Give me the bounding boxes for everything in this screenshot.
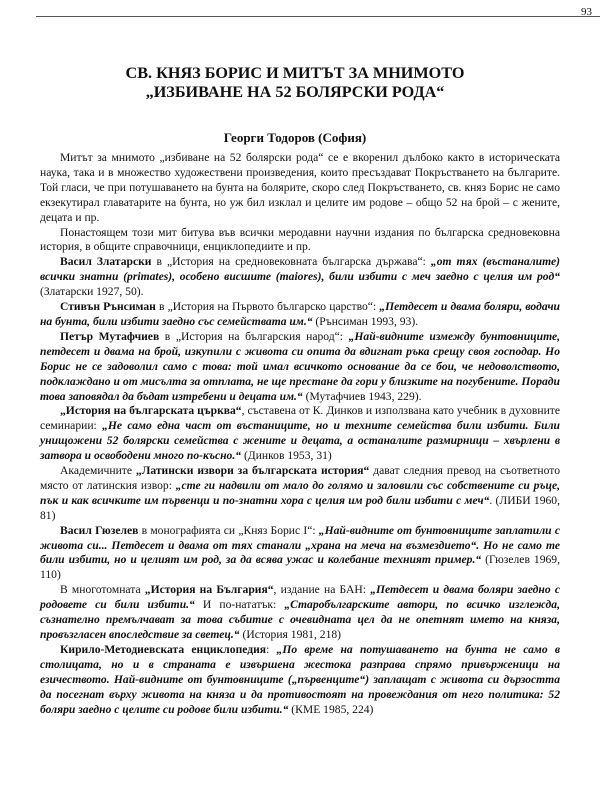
source-name: Кирило-Методиевската енциклопедия: [60, 642, 267, 656]
paragraph: [40, 404, 560, 464]
paragraph-text: (Динков 1953, 31): [241, 449, 332, 463]
author-byline: Георги Тодоров (София): [223, 130, 367, 145]
quotation-text: „от тях (въстаналите) всички знатни (primates), особено висшите (maiores), били избити с меч заедно с целия им род“: [40, 255, 560, 284]
paragraph-text: дават следния превод на съответното място от латинския извор:: [40, 464, 560, 492]
paragraph-text: И по-нататък:: [194, 598, 285, 612]
header-rule: [36, 16, 600, 17]
paragraph-text: , съставена от К. Динков и използвана като учебник в духовните семинарии:: [40, 404, 560, 433]
paragraph-text: Понастоящем този мит битува във всички меродавни научни издания по българска средновековна история, в общите справочници, енциклопедиите и пр.: [40, 225, 560, 254]
page-number: 93: [581, 6, 592, 18]
quotation-text: „Старобългарските автори, по всичко изглежда, съзнателно премълчават за това събитие с очевидната цел да не опетнят името на княза, провъзгласен впоследствие за светец.“: [40, 598, 560, 641]
quotation-text: „сте ги надвили от мало до голямо и заловили със собствените си ръце, пък и как всичките им първенци и по-знатни хора с целия им род били избити с меч“: [40, 478, 560, 507]
paragraph-text: . (ЛИБИ 1960, 81): [40, 493, 560, 522]
paragraph: [40, 226, 560, 256]
paragraph: [40, 300, 560, 330]
title-line-2: „ИЗБИВАНЕ НА 52 БОЛЯРСКИ РОДА“: [145, 83, 445, 101]
quotation-text: „Най-видните от бунтовниците заплатили с живота си... Петдесет и двама от тях станали „храна на меча на възмездието“. Но не само те били избити, но и целият им род, за да всява ужас и колебание техният пример.“: [40, 523, 560, 567]
paragraph-text: (Мутафчиев 1943, 229).: [302, 389, 422, 403]
paragraph: [40, 330, 560, 405]
quotation-text: „По време на потушаването на бунта не само в столицата, но и в страната е извършена жестока разправа спрямо привърженици на езичеството. Най-видните от бунтовниците („първенците“) заплащат с живота си дързостта да посегнат върху живота на княза и да противостоят на провеждания от него политика: 52 боляри заедно с целите си родове били избити.“: [40, 642, 561, 716]
title-line-1: СВ. КНЯЗ БОРИС И МИТЪТ ЗА МНИМОТО: [125, 64, 465, 82]
quotation-text: „Най-видните измежду бунтовниците, петдесет и двама на брой, изкупили с живота си опита да вдигнат ръка срещу своя господар. Но Борис не се задоволил само с това: той имал всичкото основание да се бои, че недоволството, подклаждано и от мисълта за отплата, не ще престане да гори у близките на погубените. Поради това заповядал да бъдат изтребени и децата им.“: [40, 329, 560, 403]
paragraph-text: Академичните: [60, 464, 136, 478]
article-title: [40, 64, 550, 102]
paragraph-text: , издание на БАН:: [273, 583, 371, 597]
source-name: Стивън Рънсиман: [60, 300, 156, 314]
paragraph-text: (Златарски 1927, 50).: [40, 285, 144, 299]
paragraph: [40, 464, 560, 524]
source-name: „История на България“: [144, 583, 274, 597]
source-name: „Латински извори за българската история“: [135, 464, 370, 478]
paragraph-text: (История 1981, 218): [239, 628, 342, 641]
paragraph: [40, 524, 560, 584]
paragraph-text: Митът за мнимото „избиване на 52 болярски рода“ се е вкоренил дълбоко както в историческата наука, така и в множество художествени произведения, които пресъздават Покръстването на българите. Той гласи, че при потушаването на бунта на болярите, скоро след Покръстването, св. княз Борис не само екзекутирал главатарите на бунта, но уж бил изклал и целите им родове – общо 52 на брой – с жените, децата и пр.: [40, 151, 560, 224]
source-name: Васил Гюзелев: [60, 523, 139, 537]
paragraph-text: (Гюзелев 1969, 110): [40, 553, 560, 582]
paragraph: [40, 643, 560, 718]
paragraph: [40, 151, 560, 226]
source-name: Васил Златарски: [60, 255, 152, 269]
paragraph-text: в монографията си „Княз Борис I“:: [138, 523, 319, 537]
quotation-text: „Петдесет и двама боляри, водачи на бунта, били избити заедно със семействата им.“: [40, 300, 561, 328]
paragraph-text: в „История на българския народ“:: [159, 329, 349, 343]
paragraph-text: (Рънсиман 1993, 93).: [312, 314, 419, 328]
paragraph: [40, 583, 560, 643]
paragraph-text: (КМЕ 1985, 224): [288, 702, 374, 716]
quotation-text: „Не само една част от въстаниците, но и техните семейства били избити. Били унищожени 52 болярски семейства с жените и децата, а останалите размирници – хвърлени в затвора и освободени много по-късно.“: [40, 419, 561, 463]
quotation-text: „Петдесет и двама боляри заедно с родовете си били избити.“: [40, 583, 560, 612]
article-body: [40, 151, 560, 717]
paragraph-text: в „История на средновековната българска държава“:: [151, 255, 431, 269]
paragraph: [40, 255, 560, 300]
paragraph-text: в „История на Първото българско царство“:: [155, 300, 380, 314]
source-name: Петър Мутафчиев: [60, 329, 160, 343]
paragraph-text: В многотомната: [60, 583, 145, 597]
source-name: „История на българската църква“: [60, 404, 242, 418]
paragraph-text: :: [266, 642, 277, 656]
